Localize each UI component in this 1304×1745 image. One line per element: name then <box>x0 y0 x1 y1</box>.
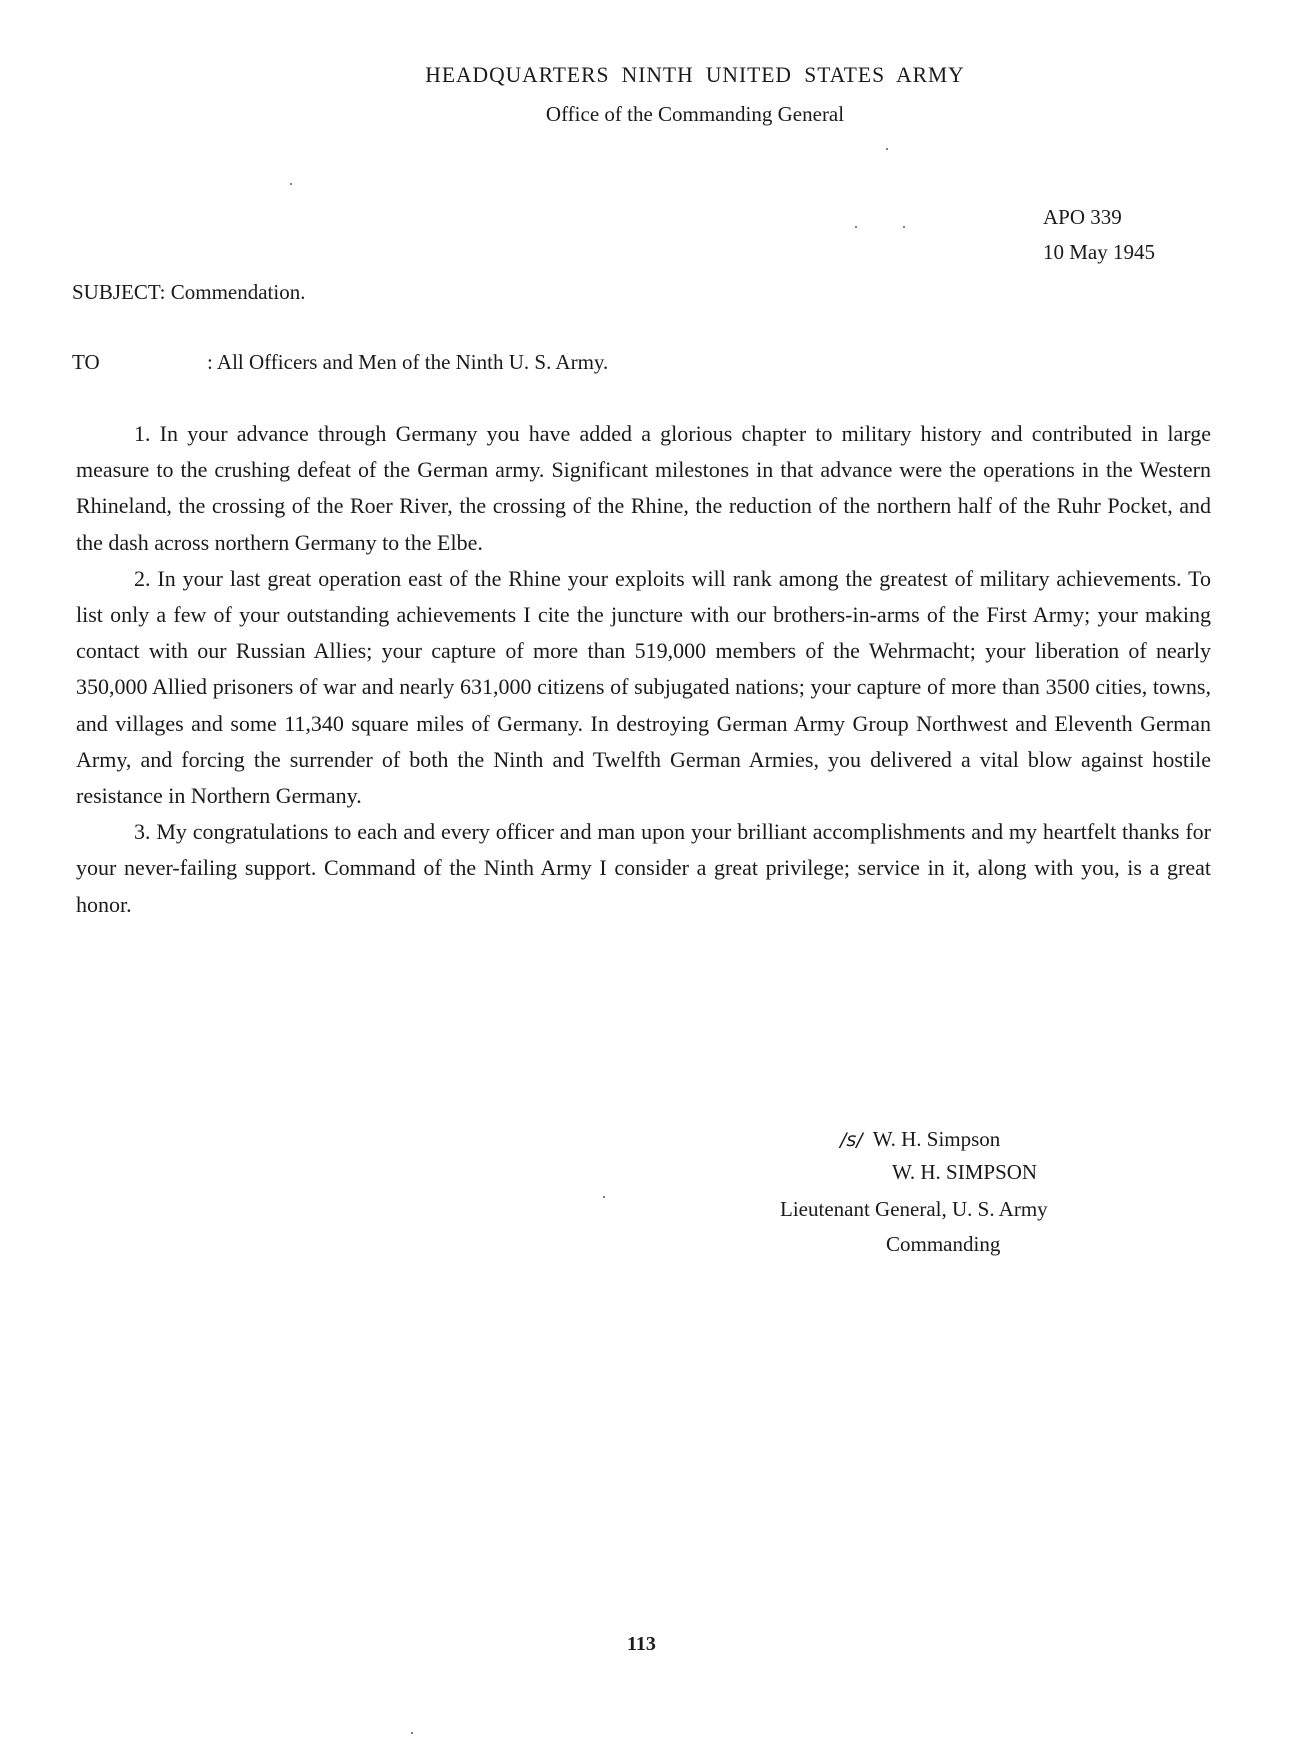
signer-rank: Lieutenant General, U. S. Army <box>780 1197 1048 1221</box>
letter-date: 10 May 1945 <box>1043 240 1155 264</box>
typed-name: W. H. SIMPSON <box>892 1160 1038 1184</box>
to-line <box>72 350 609 375</box>
letter-body <box>76 416 1211 923</box>
signature-line <box>840 1127 1000 1152</box>
scan-speck <box>903 226 905 228</box>
subject-value: Commendation. <box>170 280 306 304</box>
to-label: TO <box>72 350 100 374</box>
scan-speck <box>411 1732 413 1734</box>
paragraph-3: 3. My congratulations to each and every officer and man upon your brilliant accomplishments and my heartfelt thanks for your never-failing support. Command of the Ninth Army I consider a great privilege; service in it, along with you, is a great honor. <box>76 819 1211 917</box>
scan-speck <box>603 1196 605 1198</box>
to-value: : All Officers and Men of the Ninth U. S. Army. <box>207 350 609 374</box>
letterhead-subtitle: Office of the Commanding General <box>545 102 845 126</box>
scan-speck <box>290 183 292 185</box>
paragraph-2: 2. In your last great operation east of the Rhine your exploits will rank among the greatest of military achievements. To list only a few of your outstanding achievements I cite the juncture with our brothers-in-arms of the First Army; your making contact with our Russian Allies; your capture of more than 519,000 members of the Wehrmacht; your liberation of nearly 350,000 Allied prisoners of war and nearly 631,000 citizens of subjugated nations; your capture of more than 3500 cities, towns, and villages and some 11,340 square miles of Germany. In destroying German Army Group Northwest and Eleventh German Army, and forcing the surrender of both the Ninth and Twelfth German Armies, you delivered a vital blow against hostile resistance in Northern Germany. <box>76 565 1211 809</box>
page-number: 113 <box>627 1633 656 1655</box>
signer-role: Commanding <box>886 1232 1001 1256</box>
signed-name: W. H. Simpson <box>872 1127 1001 1151</box>
paragraph-1: 1. In your advance through Germany you have added a glorious chapter to military history and contributed in large measure to the crushing defeat of the German army. Significant milestones in that advance were the operations in the Western Rhineland, the crossing of the Roer River, the crossing of the Rhine, the reduction of the northern half of the Ruhr Pocket, and the dash across northern Germany to the Elbe. <box>76 421 1211 555</box>
scan-speck <box>855 226 857 228</box>
subject-label: SUBJECT: <box>72 280 166 304</box>
scan-speck <box>886 148 888 150</box>
subject-line <box>72 280 305 305</box>
apo-number: APO 339 <box>1043 205 1122 229</box>
signature-mark: /s/ <box>840 1129 863 1151</box>
letterhead-title: HEADQUARTERS NINTH UNITED STATES ARMY <box>425 62 965 87</box>
